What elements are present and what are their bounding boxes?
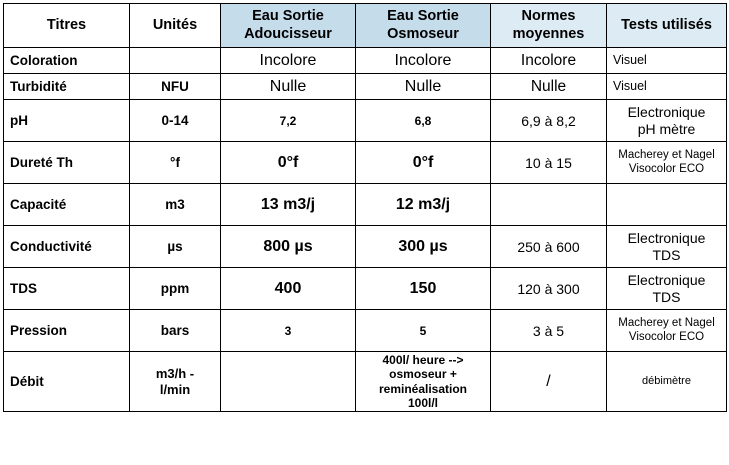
value-tests: débimètre [607,352,727,412]
value-osmoseur-line4: 100l/l [407,395,439,410]
water-analysis-table-page [0,3,729,465]
value-osmoseur: 300 µs [356,226,491,268]
value-tests-line2: Visocolor ECO [628,330,705,343]
table-row [4,268,727,310]
value-osmoseur: 6,8 [356,100,491,142]
column-header-titres: Titres [4,4,130,48]
value-adoucisseur: 3 [221,310,356,352]
value-tests: Visuel [607,74,727,100]
table-row [4,310,727,352]
row-unit: ppm [130,268,221,310]
value-normes: 10 à 15 [491,142,607,184]
row-unit: µs [130,226,221,268]
row-title: Capacité [4,184,130,226]
value-tests-line1: Macherey et Nagel [618,148,715,161]
table-row [4,100,727,142]
column-header-line1: Eau Sortie [387,8,459,25]
column-header-eau-sortie-adoucisseur [221,4,356,48]
value-osmoseur [356,352,491,412]
value-adoucisseur: 7,2 [221,100,356,142]
value-normes: Incolore [491,48,607,74]
value-tests-line1: Electronique [627,229,706,246]
value-osmoseur-line3: reminéalisation [378,381,468,396]
row-title: Débit [4,352,130,412]
row-title: Conductivité [4,226,130,268]
value-osmoseur: 12 m3/j [356,184,491,226]
value-tests-line2: pH mètre [637,120,696,137]
column-header-normes-moyennes [491,4,607,48]
row-title: Pression [4,310,130,352]
row-unit: NFU [130,74,221,100]
row-title: pH [4,100,130,142]
value-tests-line2: Visocolor ECO [628,162,705,175]
value-normes: Nulle [491,74,607,100]
column-header-tests-utilises: Tests utilisés [607,4,727,48]
value-osmoseur: Incolore [356,48,491,74]
table-body [4,48,727,412]
table-row [4,184,727,226]
row-title: TDS [4,268,130,310]
row-unit: °f [130,142,221,184]
row-title: Coloration [4,48,130,74]
value-osmoseur: 5 [356,310,491,352]
value-normes [491,184,607,226]
column-header-line2: Adoucisseur [244,25,332,42]
column-header-eau-sortie-osmoseur [356,4,491,48]
value-adoucisseur: 13 m3/j [221,184,356,226]
table-header [4,4,727,48]
table-row [4,74,727,100]
value-adoucisseur: Nulle [221,74,356,100]
row-title: Dureté Th [4,142,130,184]
column-header-line2: Osmoseur [387,25,459,42]
value-tests-line2: TDS [652,246,681,263]
value-tests-line2: TDS [652,288,681,305]
value-osmoseur: 0°f [356,142,491,184]
row-unit-line2: l/min [159,381,191,397]
value-normes: 250 à 600 [491,226,607,268]
value-osmoseur: 150 [356,268,491,310]
table-row [4,226,727,268]
value-tests [607,310,727,352]
value-normes: 6,9 à 8,2 [491,100,607,142]
value-tests [607,226,727,268]
value-tests-line1: Electronique [627,271,706,288]
row-unit: 0-14 [130,100,221,142]
value-adoucisseur: 400 [221,268,356,310]
table-header-row [4,4,727,48]
row-unit: bars [130,310,221,352]
row-title: Turbidité [4,74,130,100]
value-tests-line1: Electronique [627,103,706,120]
value-osmoseur-line1: 400l/ heure --> [382,352,464,367]
value-normes: / [491,352,607,412]
row-unit: m3 [130,184,221,226]
water-quality-table [3,3,727,412]
value-tests: Visuel [607,48,727,74]
value-adoucisseur: Incolore [221,48,356,74]
value-tests [607,100,727,142]
row-unit [130,48,221,74]
column-header-line1: Eau Sortie [252,8,324,25]
value-adoucisseur: 0°f [221,142,356,184]
table-row [4,352,727,412]
value-tests-line1: Macherey et Nagel [618,316,715,329]
row-unit [130,352,221,412]
value-osmoseur-line2: osmoseur + [389,367,457,382]
row-unit-line1: m3/h - [155,365,195,381]
value-tests [607,142,727,184]
value-adoucisseur: 800 µs [221,226,356,268]
table-row [4,48,727,74]
column-header-line2: moyennes [512,25,585,42]
column-header-unites: Unités [130,4,221,48]
table-row [4,142,727,184]
value-normes: 120 à 300 [491,268,607,310]
value-normes: 3 à 5 [491,310,607,352]
value-adoucisseur [221,352,356,412]
value-tests [607,184,727,226]
value-tests [607,268,727,310]
column-header-line1: Normes [521,8,576,25]
value-osmoseur: Nulle [356,74,491,100]
